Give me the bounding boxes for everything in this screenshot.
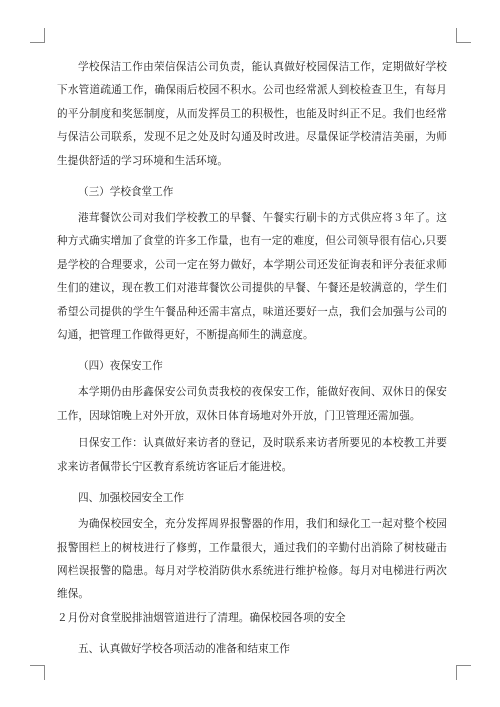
paragraph-canteen: 港茸餐饮公司对我们学校教工的早餐、午餐实行刷卡的方式供应将３年了。这种方式确实增加了食堂的许多工作量，也有一定的难度，但公司领导很有信心,只要是学校的合理要求，公司一定在努力做好，本学期公司还发征询表和评分表征求师生们的建议，现在教工们对港茸餐饮公司提供的早餐、午餐还是较满意的，学生们希望公司提供的学生午餐品种还需丰富点，味道还要好一点，我们会加强与公司的勾通，把管理工作做得更好，不断提高师生的满意度。 bbox=[57, 212, 447, 342]
section-heading-campus-safety: 四、加强校园安全工作 bbox=[78, 492, 184, 505]
paragraph-cleaning: 学校保洁工作由荣信保洁公司负责，能认真做好校园保洁工作，定期做好学校下水管道疏通工作，确保雨后校园不积水。公司也经常派人到校检查卫生，有每月的平分制度和奖惩制度，从而发挥员工的积极性，也能及时纠正不足。我们也经常与保洁公司联系，发现不足之处及时勾通及时改进。尽量保证学校清洁美丽，为师生提供舒适的学习环境和生活环境。 bbox=[57, 61, 447, 167]
paragraph-day-security: 日保安工作：认真做好来访者的登记，及时联系来访者所要见的本校教工并要求来访者佩带长宁区教育系统访客证后才能进校。 bbox=[57, 437, 447, 473]
section-heading-canteen: （三）学校食堂工作 bbox=[78, 186, 174, 199]
crop-mark-bottom-right bbox=[456, 665, 471, 680]
crop-mark-bottom-left bbox=[30, 665, 45, 680]
crop-mark-top-left bbox=[30, 28, 45, 43]
paragraph-night-security: 本学期仍由彤鑫保安公司负责我校的夜保安工作，能做好夜间、双休日的保安工作，因球馆晚上对外开放，双休日体育场地对外开放，门卫管理还需加强。 bbox=[57, 386, 447, 422]
section-heading-activities: 五、认真做好学校各项活动的准备和结束工作 bbox=[78, 643, 290, 656]
document-body bbox=[57, 56, 447, 664]
crop-mark-top-right bbox=[456, 28, 471, 43]
paragraph-campus-safety: 为确保校园安全，充分发挥周界报警器的作用，我们和绿化工一起对整个校园报警围栏上的树枝进行了修剪，工作量很大，通过我们的辛勤付出消除了树枝碰击网栏误报警的隐患。每月对学校消防供水系统进行维护检修。每月对电梯进行两次维保。 bbox=[57, 518, 447, 601]
paragraph-kitchen-cleanup: ２月份对食堂脱排油烟管道进行了清理。确保校园各项的安全 bbox=[57, 611, 346, 624]
section-heading-night-security: （四）夜保安工作 bbox=[78, 360, 163, 373]
